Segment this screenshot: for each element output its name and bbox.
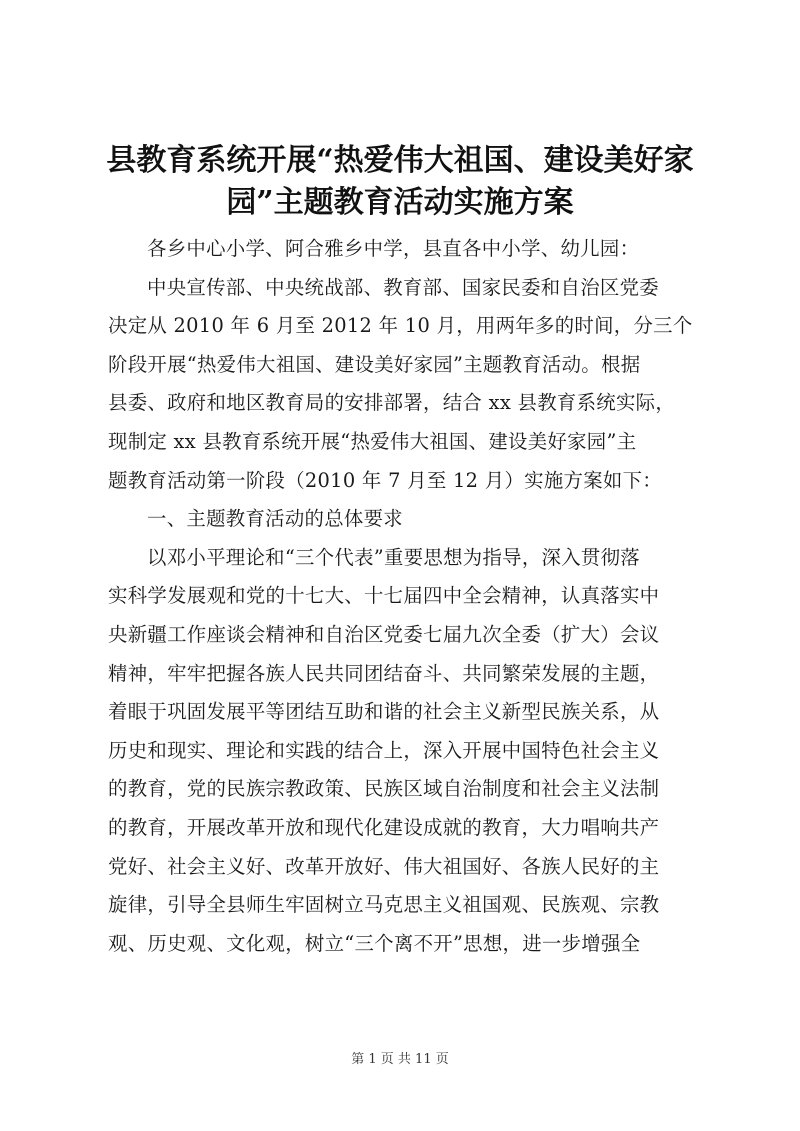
body-line: 旋律，引导全县师生牢固树立马克思主义祖国观、民族观、宗教 xyxy=(108,893,660,917)
body-line: 的教育，党的民族宗教政策、民族区域自治制度和社会主义法制 xyxy=(108,777,660,801)
body-line: 以邓小平理论和“三个代表”重要思想为指导，深入贯彻落 xyxy=(147,545,640,569)
title-line-1: 县教育系统开展“热爱伟大祖国、建设美好家 xyxy=(106,143,694,178)
body-line: 精神，牢牢把握各族人民共同团结奋斗、共同繁荣发展的主题， xyxy=(108,661,660,685)
body-line: 决定从 2010 年 6 月至 2012 年 10 月，用两年多的时间，分三个 xyxy=(108,314,693,338)
body-line: 现制定 xx 县教育系统开展“热爱伟大祖国、建设美好家园”主 xyxy=(108,429,637,453)
body-line: 观、历史观、文化观，树立“三个离不开”思想，进一步增强全 xyxy=(108,931,641,955)
body-line: 题教育活动第一阶段（2010 年 7 月至 12 月）实施方案如下： xyxy=(108,468,662,492)
body-line: 党好、社会主义好、改革开放好、伟大祖国好、各族人民好的主 xyxy=(108,854,660,878)
body-line: 各乡中心小学、阿合雅乡中学，县直各中小学、幼儿园： xyxy=(147,237,640,260)
document-body xyxy=(108,230,698,963)
body-line: 的教育，开展改革开放和现代化建设成就的教育，大力唱响共产 xyxy=(108,815,660,839)
body-line: 一、主题教育活动的总体要求 xyxy=(147,507,403,531)
title-line-2: 园”主题教育活动实施方案 xyxy=(226,185,574,220)
body-line: 历史和现实、理论和实践的结合上，深入开展中国特色社会主义 xyxy=(108,738,660,762)
body-line: 县委、政府和地区教育局的安排部署，结合 xx 县教育系统实际， xyxy=(108,391,676,415)
body-line: 实科学发展观和党的十七大、十七届四中全会精神，认真落实中 xyxy=(108,584,660,608)
body-line: 着眼于巩固发展平等团结互助和谐的社会主义新型民族关系，从 xyxy=(108,700,660,724)
page-footer: 第 1 页 共 11 页 xyxy=(351,1052,449,1067)
body-line: 阶段开展“热爱伟大祖国、建设美好家园”主题教育活动。根据 xyxy=(108,352,641,376)
document-title xyxy=(100,140,700,224)
body-line: 中央宣传部、中央统战部、教育部、国家民委和自治区党委 xyxy=(147,275,659,299)
body-line: 央新疆工作座谈会精神和自治区党委七届九次全委（扩大）会议 xyxy=(108,622,660,646)
